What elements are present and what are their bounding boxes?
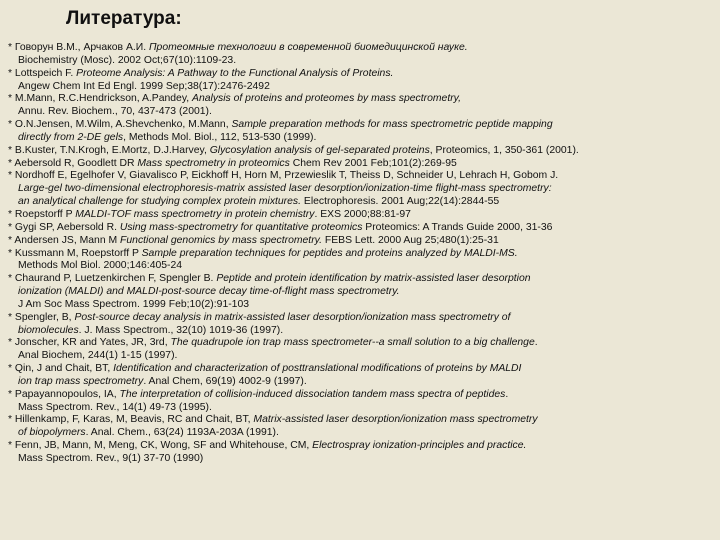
- reference-line: [8, 106, 714, 119]
- reference-text: . Anal. Chem., 63(24) 1193A-203A (1991).: [85, 427, 279, 439]
- reference-title-text: Sample preparation techniques for peptides and proteins analyzed by MALDI-MS.: [141, 247, 518, 259]
- reference-title-text: an analytical challenge for studying complex protein mixtures.: [18, 196, 302, 208]
- reference-text: * Aebersold R, Goodlett DR: [8, 157, 138, 169]
- reference-line: [8, 119, 714, 132]
- reference-text: , Proteomics, 1, 350-361 (2001).: [429, 144, 579, 156]
- reference-title-text: Using mass-spectrometry for quantitative proteomics: [119, 221, 363, 233]
- reference-line: [8, 376, 714, 389]
- reference-line: [8, 273, 714, 286]
- reference-text: * O.N.Jensen, M.Wilm, A.Shevchenko, M.Mann,: [8, 119, 232, 131]
- reference-text: * Говорун В.М., Арчаков А.И.: [8, 42, 150, 53]
- reference-title-text: Mass spectrometry in proteomics: [137, 157, 290, 169]
- reference-title-text: Matrix-assisted laser desorption/ionization mass spectrometry: [253, 414, 538, 426]
- reference-line: [8, 183, 714, 196]
- reference-title-text: Post-source decay analysis in matrix-assisted laser desorption/ionization mass spectrometry of: [74, 311, 511, 323]
- reference-text: FEBS Lett. 2000 Aug 25;480(1):25-31: [321, 234, 499, 246]
- reference-text: * Jonscher, KR and Yates, JR, 3rd,: [8, 337, 171, 349]
- reference-text: . EXS 2000;88:81-97: [314, 208, 411, 220]
- reference-title-text: ion trap mass spectrometry: [18, 375, 144, 387]
- reference-line: [8, 325, 714, 338]
- reference-title-text: The quadrupole ion trap mass spectrometer--a small solution to a big challenge: [170, 337, 535, 349]
- reference-line: [8, 222, 714, 235]
- reference-title-text: of biopolymers: [18, 427, 86, 439]
- reference-text: , Methods Mol. Biol., 112, 513-530 (1999).: [123, 131, 317, 143]
- reference-text: . J. Mass Spectrom., 32(10) 1019-36 (1997).: [78, 324, 284, 336]
- reference-line: [8, 427, 714, 440]
- reference-line: [8, 440, 714, 453]
- reference-text: * Fenn, JB, Mann, M, Meng, CK, Wong, SF and Whitehouse, CM,: [8, 440, 313, 452]
- reference-title-text: Electrospray ionization-principles and practice.: [312, 440, 527, 452]
- reference-text: * Qin, J and Chait, BT,: [8, 363, 114, 375]
- reference-line: [8, 42, 714, 55]
- reference-line: [8, 81, 714, 94]
- reference-text: Proteomics: A Trands Guide 2000, 31-36: [362, 221, 553, 233]
- reference-title-text: Протеомные технологии в современной биомедицинской науке.: [149, 42, 468, 53]
- reference-line: [8, 68, 714, 81]
- reference-line: [8, 414, 714, 427]
- reference-text: .: [505, 388, 509, 400]
- reference-text: * Papayannopoulos, IA,: [8, 388, 120, 400]
- reference-line: [8, 312, 714, 325]
- reference-title-text: ionization (MALDI) and MALDI-post-source decay time-of-flight mass spectrometry.: [18, 286, 400, 298]
- reference-title-text: directly from 2-DE gels: [18, 131, 124, 143]
- reference-line: [8, 93, 714, 106]
- reference-line: [8, 248, 714, 261]
- reference-title-text: Functional genomics by mass spectrometry.: [120, 234, 322, 246]
- reference-line: [8, 235, 714, 248]
- reference-line: [8, 453, 714, 466]
- reference-line: [8, 337, 714, 350]
- reference-title-text: biomolecules: [18, 324, 79, 336]
- reference-title-text: Large-gel two-dimensional electrophoresis-matrix assisted laser desorption/ionization-time flight-mass spectrometry:: [18, 183, 552, 195]
- reference-text: * Roepstorff P: [8, 208, 76, 220]
- reference-text: * Spengler, B,: [8, 311, 75, 323]
- page-title: Литература:: [66, 8, 182, 29]
- reference-text: Mass Spectrom. Rev., 9(1) 37-70 (1990): [18, 453, 204, 464]
- reference-text: Biochemistry (Mosc). 2002 Oct;67(10):1109-23.: [18, 54, 237, 66]
- reference-text: Annu. Rev. Biochem., 70, 437-473 (2001).: [18, 106, 212, 118]
- reference-text: Anal Biochem, 244(1) 1-15 (1997).: [18, 350, 178, 362]
- reference-text: Methods Mol Biol. 2000;146:405-24: [18, 260, 183, 272]
- reference-line: [8, 158, 714, 171]
- reference-text: Angew Chem Int Ed Engl. 1999 Sep;38(17):2476-2492: [18, 80, 270, 92]
- reference-text: Chem Rev 2001 Feb;101(2):269-95: [289, 157, 457, 169]
- reference-text: * M.Mann, R.C.Hendrickson, A.Pandey,: [8, 93, 193, 105]
- reference-text: * Nordhoff E, Egelhofer V, Giavalisco P, Eickhoff H, Horn M, Przewieslik T, Theiss D, Schneider U, Lehrach H, Gobom J.: [8, 170, 559, 182]
- reference-line: [8, 132, 714, 145]
- reference-text: * Chaurand P, Luetzenkirchen F, Spengler B.: [8, 273, 217, 285]
- reference-title-text: Peptide and protein identification by matrix-assisted laser desorption: [216, 273, 531, 285]
- reference-line: [8, 299, 714, 312]
- reference-title-text: The interpretation of collision-induced dissociation tandem mass spectra of peptides: [119, 388, 506, 400]
- reference-text: Electrophoresis. 2001 Aug;22(14):2844-55: [301, 196, 500, 208]
- reference-title-text: Glycosylation analysis of gel-separated proteins: [209, 144, 430, 156]
- reference-text: * Andersen JS, Mann M: [8, 234, 121, 246]
- reference-line: [8, 209, 714, 222]
- reference-text: * Kussmann M, Roepstorff P: [8, 247, 142, 259]
- reference-text: . Anal Chem, 69(19) 4002-9 (1997).: [143, 375, 307, 387]
- reference-list: [8, 42, 714, 466]
- reference-text: * Gygi SP, Aebersold R.: [8, 221, 120, 233]
- reference-title-text: Sample preparation methods for mass spectrometric peptide mapping: [231, 119, 553, 131]
- reference-text: * B.Kuster, T.N.Krogh, E.Mortz, D.J.Harvey,: [8, 144, 210, 156]
- reference-line: [8, 286, 714, 299]
- reference-line: [8, 55, 714, 68]
- reference-title-text: Analysis of proteins and proteomes by mass spectrometry,: [192, 93, 461, 105]
- reference-text: * Lottspeich F.: [8, 67, 77, 79]
- reference-text: J Am Soc Mass Spectrom. 1999 Feb;10(2):91-103: [18, 298, 250, 310]
- reference-line: [8, 260, 714, 273]
- reference-text: .: [534, 337, 538, 349]
- reference-line: [8, 196, 714, 209]
- reference-title-text: Identification and characterization of posttranslational modifications of proteins by MALDI: [113, 363, 522, 375]
- reference-text: Mass Spectrom. Rev., 14(1) 49-73 (1995).: [18, 401, 212, 413]
- reference-line: [8, 145, 714, 158]
- reference-line: [8, 363, 714, 376]
- reference-title-text: MALDI-TOF mass spectrometry in protein chemistry: [75, 208, 315, 220]
- reference-text: * Hillenkamp, F, Karas, M, Beavis, RC and Chait, BT,: [8, 414, 254, 426]
- reference-line: [8, 170, 714, 183]
- reference-line: [8, 389, 714, 402]
- reference-line: [8, 350, 714, 363]
- reference-title-text: Proteome Analysis: A Pathway to the Functional Analysis of Proteins.: [76, 67, 394, 79]
- reference-line: [8, 402, 714, 415]
